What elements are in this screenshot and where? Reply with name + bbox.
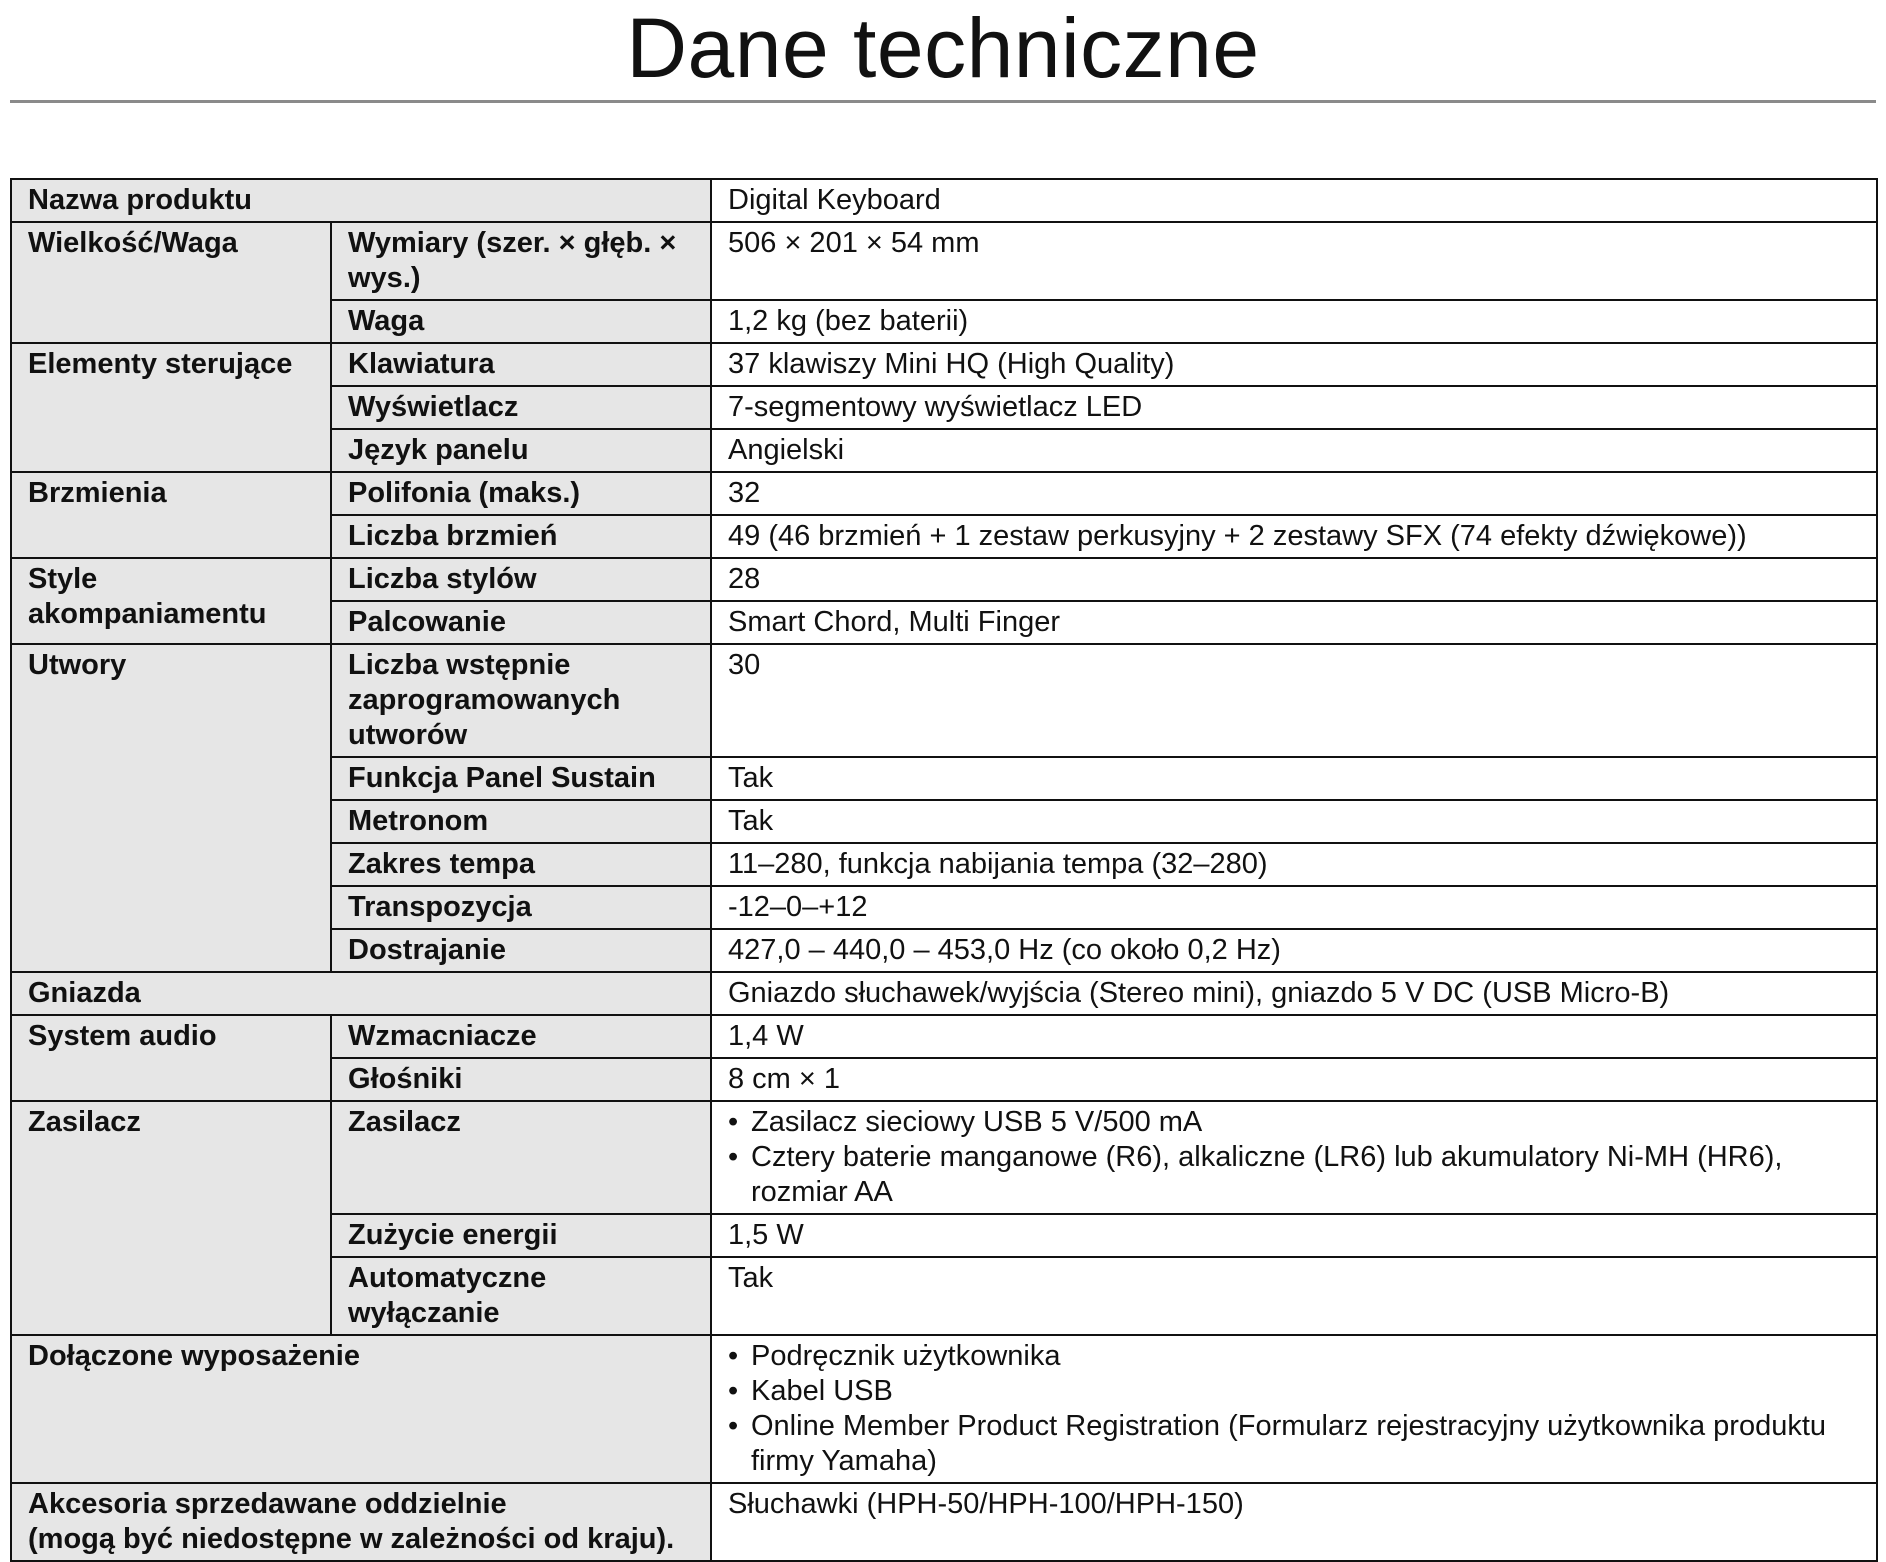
- sub-label-power-supply: Zasilacz: [331, 1101, 711, 1214]
- spec-table: [10, 178, 1878, 1562]
- group-label-songs: Utwory: [11, 644, 331, 972]
- list-item: • Podręcznik użytkownika: [728, 1339, 1860, 1374]
- sub-label-speakers: Głośniki: [331, 1058, 711, 1101]
- value-power-consumption: 1,5 W: [711, 1214, 1877, 1257]
- group-label-controls: Elementy sterujące: [11, 343, 331, 472]
- group-label-styles-line2: akompaniamentu: [28, 598, 267, 630]
- value-display: 7-segmentowy wyświetlacz LED: [711, 386, 1877, 429]
- sub-label-metronome: Metronom: [331, 800, 711, 843]
- group-label-power: Zasilacz: [11, 1101, 331, 1335]
- group-label-size-weight: Wielkość/Waga: [11, 222, 331, 343]
- row-label-optional-accessories: [11, 1483, 711, 1561]
- row-label-included: Dołączone wyposażenie: [11, 1335, 711, 1483]
- optional-accessories-label-line1: Akcesoria sprzedawane oddzielnie: [28, 1488, 507, 1520]
- page-title: Dane techniczne: [626, 1, 1260, 95]
- title-divider: [10, 100, 1876, 103]
- table-row: [11, 1101, 1877, 1214]
- value-panel-language: Angielski: [711, 429, 1877, 472]
- table-row: [11, 343, 1877, 386]
- value-polyphony: 32: [711, 472, 1877, 515]
- value-weight: 1,2 kg (bez baterii): [711, 300, 1877, 343]
- sub-label-panel-language: Język panelu: [331, 429, 711, 472]
- value-panel-sustain: Tak: [711, 757, 1877, 800]
- sub-label-auto-off-line2: wyłączanie: [348, 1297, 500, 1329]
- value-included: [711, 1335, 1877, 1483]
- value-keyboard: 37 klawiszy Mini HQ (High Quality): [711, 343, 1877, 386]
- sub-label-preset-songs-line2: zaprogramowanych: [348, 684, 621, 716]
- table-row: [11, 558, 1877, 601]
- table-row: [11, 179, 1877, 222]
- table-row: [11, 644, 1877, 757]
- row-label-jacks: Gniazda: [11, 972, 711, 1015]
- sub-label-preset-songs-line1: Liczba wstępnie: [348, 649, 571, 681]
- sub-label-polyphony: Polifonia (maks.): [331, 472, 711, 515]
- value-power-supply: [711, 1101, 1877, 1214]
- table-row: [11, 1015, 1877, 1058]
- value-dimensions: 506 × 201 × 54 mm: [711, 222, 1877, 300]
- value-fingering: Smart Chord, Multi Finger: [711, 601, 1877, 644]
- sub-label-panel-sustain: Funkcja Panel Sustain: [331, 757, 711, 800]
- table-row: [11, 472, 1877, 515]
- sub-label-transpose: Transpozycja: [331, 886, 711, 929]
- sub-label-voice-count: Liczba brzmień: [331, 515, 711, 558]
- value-voice-count: 49 (46 brzmień + 1 zestaw perkusyjny + 2 zestawy SFX (74 efekty dźwiękowe)): [711, 515, 1877, 558]
- table-row: [11, 972, 1877, 1015]
- optional-accessories-label-line2: (mogą być niedostępne w zależności od kraju).: [28, 1523, 675, 1555]
- value-speakers: 8 cm × 1: [711, 1058, 1877, 1101]
- group-label-voices: Brzmienia: [11, 472, 331, 558]
- sub-label-keyboard: Klawiatura: [331, 343, 711, 386]
- sub-label-auto-off: [331, 1257, 711, 1335]
- list-item: • Kabel USB: [728, 1374, 1860, 1409]
- sub-label-display: Wyświetlacz: [331, 386, 711, 429]
- value-product-name: Digital Keyboard: [711, 179, 1877, 222]
- sub-label-amplifiers: Wzmacniacze: [331, 1015, 711, 1058]
- value-metronome: Tak: [711, 800, 1877, 843]
- table-row: [11, 222, 1877, 300]
- table-row: [11, 1335, 1877, 1483]
- value-jacks: Gniazdo słuchawek/wyjścia (Stereo mini), gniazdo 5 V DC (USB Micro-B): [711, 972, 1877, 1015]
- group-label-styles-line1: Style: [28, 563, 98, 595]
- power-supply-list: [728, 1105, 1860, 1210]
- sub-label-tempo-range: Zakres tempa: [331, 843, 711, 886]
- sub-label-power-consumption: Zużycie energii: [331, 1214, 711, 1257]
- value-tempo-range: 11–280, funkcja nabijania tempa (32–280): [711, 843, 1877, 886]
- list-item: • Zasilacz sieciowy USB 5 V/500 mA: [728, 1105, 1860, 1140]
- value-auto-off: Tak: [711, 1257, 1877, 1335]
- list-item: • Online Member Product Registration (Formularz rejestracyjny użytkownika produktu firmy Yamaha): [728, 1409, 1860, 1479]
- sub-label-fingering: Palcowanie: [331, 601, 711, 644]
- value-style-count: 28: [711, 558, 1877, 601]
- table-row: [11, 1483, 1877, 1561]
- value-transpose: -12–0–+12: [711, 886, 1877, 929]
- value-amplifiers: 1,4 W: [711, 1015, 1877, 1058]
- sub-label-style-count: Liczba stylów: [331, 558, 711, 601]
- sub-label-auto-off-line1: Automatyczne: [348, 1262, 547, 1294]
- sub-label-tuning: Dostrajanie: [331, 929, 711, 972]
- group-label-styles: [11, 558, 331, 644]
- sub-label-weight: Waga: [331, 300, 711, 343]
- list-item: • Cztery baterie manganowe (R6), alkaliczne (LR6) lub akumulatory Ni-MH (HR6), rozmiar AA: [728, 1140, 1860, 1210]
- included-accessories-list: [728, 1339, 1860, 1479]
- sub-label-preset-songs-line3: utworów: [348, 719, 468, 751]
- group-label-audio-system: System audio: [11, 1015, 331, 1101]
- row-label-product-name: Nazwa produktu: [11, 179, 711, 222]
- value-tuning: 427,0 – 440,0 – 453,0 Hz (co około 0,2 Hz): [711, 929, 1877, 972]
- sub-label-dimensions: Wymiary (szer. × głęb. × wys.): [331, 222, 711, 300]
- value-preset-songs: 30: [711, 644, 1877, 757]
- value-optional-accessories: Słuchawki (HPH-50/HPH-100/HPH-150): [711, 1483, 1877, 1561]
- sub-label-preset-songs: [331, 644, 711, 757]
